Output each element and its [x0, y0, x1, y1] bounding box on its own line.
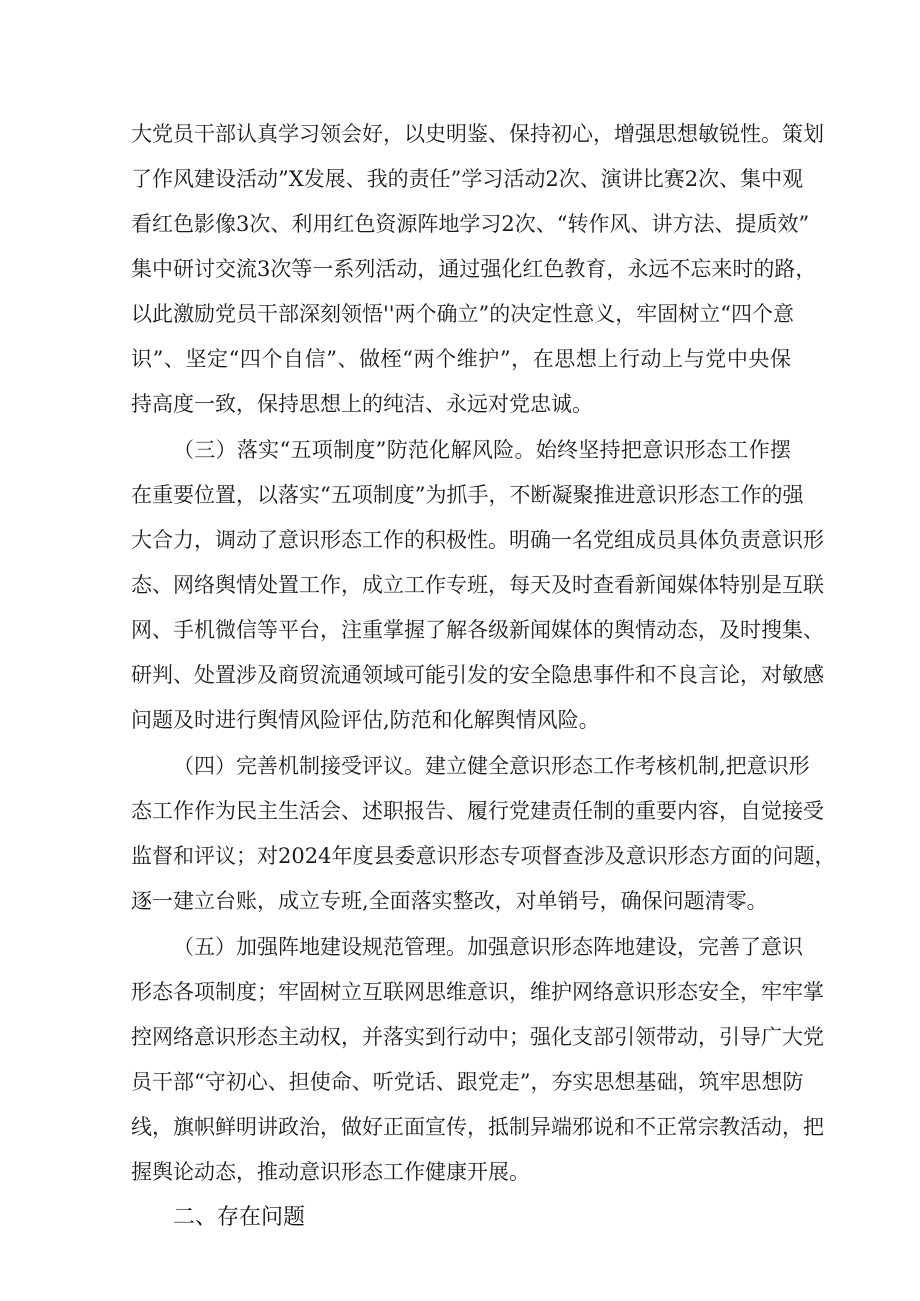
paragraph-1-line-1: 大党员干部认真学习领会好，以史明鉴、保持初心，增强思想敏锐性。策划 — [131, 122, 824, 146]
paragraph-3-line-2: 态工作作为民主生活会、述职报告、履行党建责任制的重要内容，自觉接受 — [131, 799, 824, 823]
paragraph-4-line-6: 握舆论动态，推动意识形态工作健康开展。 — [131, 1160, 530, 1184]
paragraph-4-line-3: 控网络意识形态主动权，并落实到行动中；强化支部引领带动，引导广大党 — [131, 1025, 824, 1049]
paragraph-2-line-4: 态、网络舆情处置工作，成立工作专班，每天及时查看新闻媒体特别是互联 — [131, 573, 824, 597]
paragraph-4-line-5: 线，旗帜鲜明讲政治，做好正面宣传，抵制异端邪说和不正常宗教活动，把 — [131, 1115, 824, 1139]
section-heading: 二、存在问题 — [173, 1205, 306, 1230]
paragraph-4-line-4: 员干部“守初心、担使命、听党话、跟党走”，夯实思想基础，筑牢思想防 — [131, 1070, 804, 1094]
paragraph-2-line-1: （三）落实“五项制度”防范化解风险。始终坚持把意识形态工作摆 — [173, 438, 791, 462]
paragraph-1-line-3: 看红色影像3次、利用红色资源阵地学习2次、“转作风、讲方法、提质效” — [131, 212, 810, 236]
paragraph-1-line-6: 识”、坚定“四个自信”、做桎“两个维护”，在思想上行动上与党中央保 — [131, 347, 791, 371]
paragraph-3-line-3: 监督和评议；对2024年度县委意识形态专项督查涉及意识形态方面的问题， — [131, 844, 836, 868]
paragraph-1-line-4: 集中研讨交流3次等一系列活动，通过强化红色教育，永远不忘来时的路， — [131, 257, 817, 281]
paragraph-2-line-6: 研判、处置涉及商贸流通领域可能引发的安全隐患事件和不良言论，对敏感 — [131, 663, 824, 687]
paragraph-3-line-1: （四）完善机制接受评议。建立健全意识形态工作考核机制,把意识形 — [173, 754, 810, 778]
paragraph-4-line-1: （五）加强阵地建设规范管理。加强意识形态阵地建设，完善了意识 — [173, 935, 803, 959]
paragraph-4-line-2: 形态各项制度；牢固树立互联网思维意识，维护网络意识形态安全，牢牢掌 — [131, 980, 824, 1004]
paragraph-2-line-5: 网、手机微信等平台，注重掌握了解各级新闻媒体的舆情动态，及时搜集、 — [131, 618, 824, 642]
paragraph-1-line-2: 了作风建设活动”X发展、我的责任”学习活动2次、演讲比赛2次、集中观 — [131, 167, 804, 191]
paragraph-2-line-3: 大合力，调动了意识形态工作的积极性。明确一名党组成员具体负责意识形 — [131, 528, 824, 552]
paragraph-2-line-7: 问题及时进行舆情风险评估,防范和化解舆情风险。 — [131, 708, 600, 732]
paragraph-1-line-5: 以此激励党员干部深刻领悟''两个确立”的决定性意义，牢固树立“四个意 — [131, 302, 795, 326]
paragraph-2-line-2: 在重要位置，以落实“五项制度”为抓手，不断凝聚推进意识形态工作的强 — [131, 483, 804, 507]
paragraph-1-line-7: 持高度一致，保持思想上的纯洁、永远对党忠诚。 — [131, 392, 593, 416]
paragraph-3-line-4: 逐一建立台账，成立专班,全面落实整改，对单销号，确保问题清零。 — [131, 889, 768, 913]
